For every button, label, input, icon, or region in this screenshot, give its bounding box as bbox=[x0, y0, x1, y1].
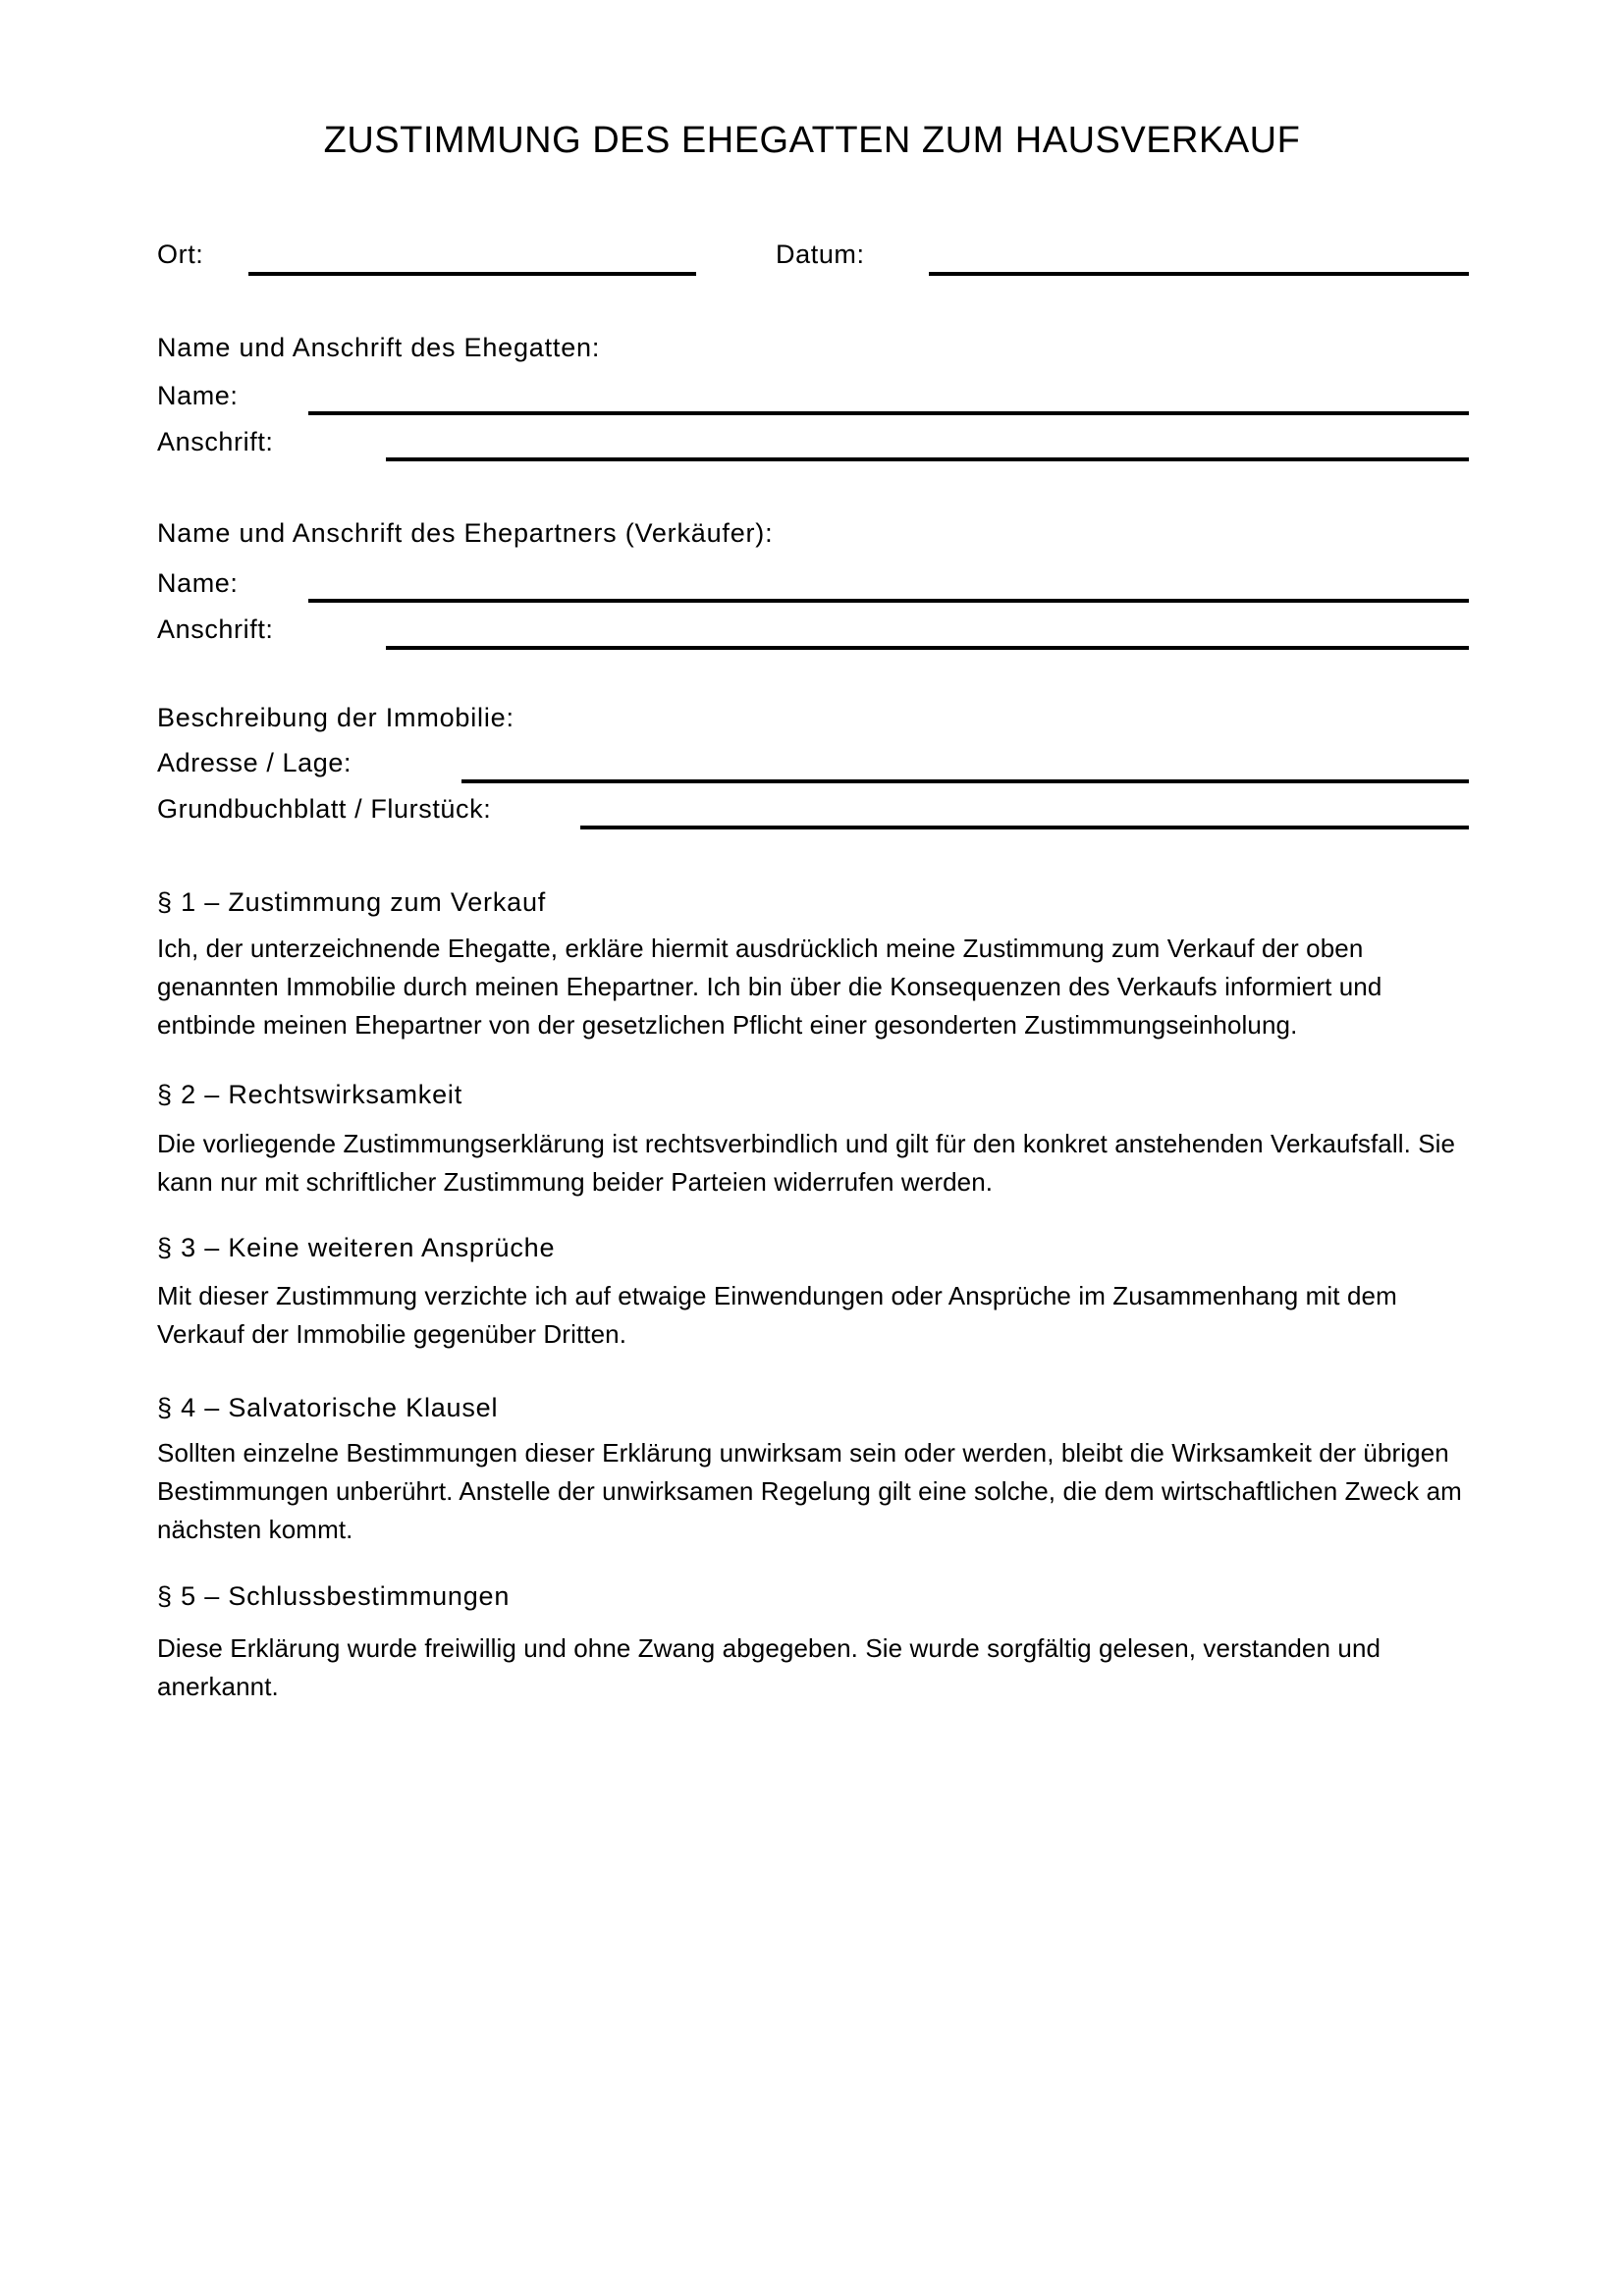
spouse-address-input-line[interactable] bbox=[386, 457, 1469, 461]
clause-2-heading: § 2 – Rechtswirksamkeit bbox=[157, 1080, 462, 1109]
property-address-input-line[interactable] bbox=[461, 779, 1469, 783]
clause-5-heading: § 5 – Schlussbestimmungen bbox=[157, 1581, 511, 1611]
property-parcel-input-line[interactable] bbox=[580, 826, 1469, 829]
datum-input-line[interactable] bbox=[929, 272, 1469, 276]
seller-name-input-line[interactable] bbox=[308, 599, 1469, 603]
clause-1-body: Ich, der unterzeichnende Ehegatte, erkläre hiermit ausdrücklich meine Zustimmung zum Verkauf der oben genannten Immobilie durch meinen Ehepartner. Ich bin über die Konsequenzen des Verkaufs informiert und entbinde meinen Ehepartner von der gesetzlichen Pflicht einer gesonderten Zustimmungseinholung. bbox=[157, 934, 1382, 1040]
clause-3-body: Mit dieser Zustimmung verzichte ich auf etwaige Einwendungen oder Ansprüche im Zusammenhang mit dem Verkauf der Immobilie gegenüber Dritten. bbox=[157, 1281, 1397, 1349]
clause-5-body: Diese Erklärung wurde freiwillig und ohne Zwang abgegeben. Sie wurde sorgfältig gelesen, verstanden und anerkannt. bbox=[157, 1633, 1381, 1701]
property-section-heading: Beschreibung der Immobilie: bbox=[157, 703, 514, 732]
property-parcel-label: Grundbuchblatt / Flurstück: bbox=[157, 794, 492, 824]
clause-4-body: Sollten einzelne Bestimmungen dieser Erklärung unwirksam sein oder werden, bleibt die Wirksamkeit der übrigen Bestimmungen unberührt. Anstelle der unwirksamen Regelung gilt eine solche, die dem wirtschaftlichen Zweck am nächsten kommt. bbox=[157, 1438, 1462, 1544]
clause-2-body: Die vorliegende Zustimmungserklärung ist rechtsverbindlich und gilt für den konkret anstehenden Verkaufsfall. Sie kann nur mit schriftlicher Zustimmung beider Parteien widerrufen werden. bbox=[157, 1129, 1456, 1197]
spouse-section-heading: Name und Anschrift des Ehegatten: bbox=[157, 333, 601, 362]
page-title: ZUSTIMMUNG DES EHEGATTEN ZUM HAUSVERKAUF bbox=[323, 120, 1301, 161]
seller-address-input-line[interactable] bbox=[386, 646, 1469, 650]
clause-1-heading: § 1 – Zustimmung zum Verkauf bbox=[157, 887, 547, 917]
spouse-name-input-line[interactable] bbox=[308, 411, 1469, 415]
datum-label: Datum: bbox=[776, 240, 865, 269]
clause-3-heading: § 3 – Keine weiteren Ansprüche bbox=[157, 1233, 556, 1262]
ort-input-line[interactable] bbox=[248, 272, 696, 276]
seller-name-label: Name: bbox=[157, 568, 239, 598]
property-address-label: Adresse / Lage: bbox=[157, 748, 352, 777]
ort-label: Ort: bbox=[157, 240, 204, 269]
seller-address-label: Anschrift: bbox=[157, 614, 274, 644]
clause-4-heading: § 4 – Salvatorische Klausel bbox=[157, 1393, 499, 1422]
seller-section-heading: Name und Anschrift des Ehepartners (Verkäufer): bbox=[157, 518, 774, 548]
spouse-address-label: Anschrift: bbox=[157, 427, 274, 456]
spouse-name-label: Name: bbox=[157, 381, 239, 410]
